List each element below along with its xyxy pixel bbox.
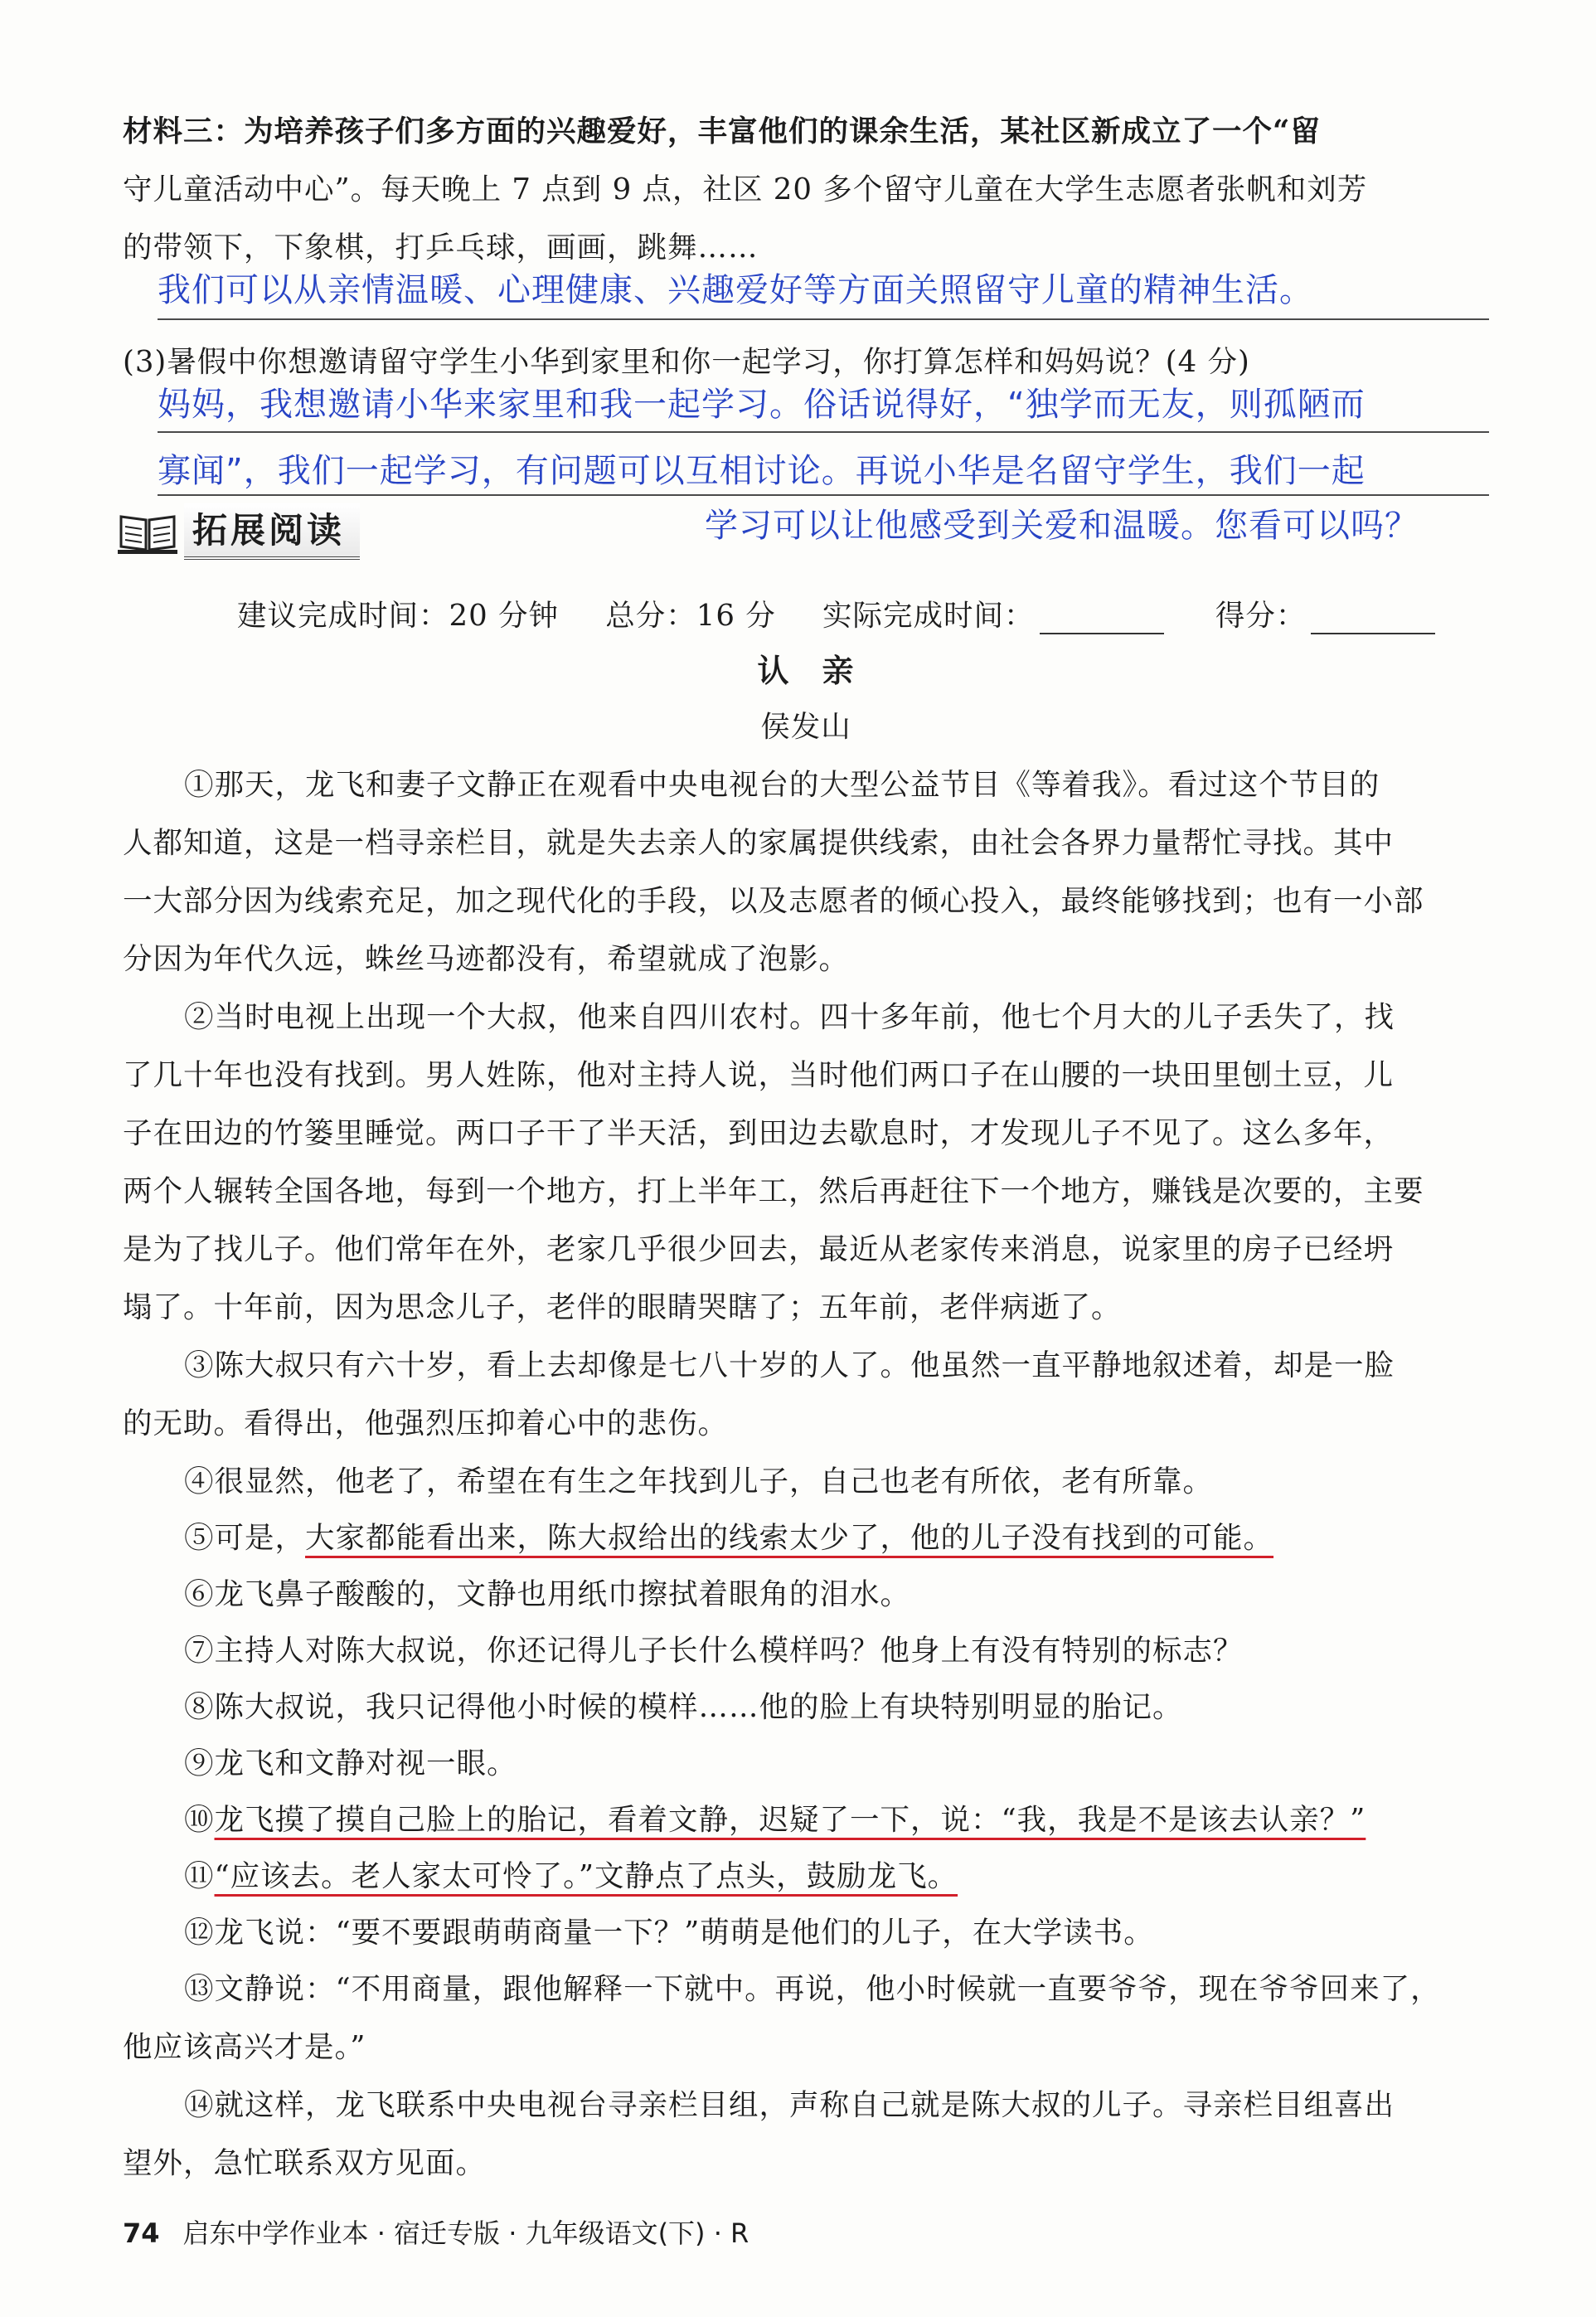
open-book-icon bbox=[118, 508, 177, 555]
p1-line-4: 分因为年代久远，蛛丝马迹都没有，希望就成了泡影。 bbox=[123, 942, 850, 976]
q3-answer-line-1: 妈妈，我想邀请小华来家里和我一起学习。俗话说得好，“独学而无友，则孤陋而 bbox=[158, 386, 1366, 424]
p12: ⑫龙飞说：“要不要跟萌萌商量一下？”萌萌是他们的儿子，在大学读书。 bbox=[184, 1916, 1154, 1950]
p14-line-2: 望外，急忙联系双方见面。 bbox=[123, 2146, 487, 2180]
total-score: 总分：16 分 bbox=[605, 599, 776, 633]
p6: ⑥龙飞鼻子酸酸的，文静也用纸巾擦拭着眼角的泪水。 bbox=[184, 1577, 911, 1611]
p2-line-2: 了几十年也没有找到。男人姓陈，他对主持人说，当时他们两口子在山腰的一块田里刨土豆，儿 bbox=[123, 1058, 1395, 1092]
p1-line-1: ①那天，龙飞和妻子文静正在观看中央电视台的大型公益节目《等着我》。看过这个节目的 bbox=[184, 768, 1380, 802]
p2-line-3: 子在田边的竹篓里睡觉。两口子干了半天活，到田边去歇息时，才发现儿子不见了。这么多年， bbox=[123, 1116, 1395, 1150]
p2-line-4: 两个人辗转全国各地，每到一个地方，打上半年工，然后再赶往下一个地方，赚钱是次要的，主要 bbox=[123, 1174, 1424, 1208]
p2-line-5: 是为了找儿子。他们常年在外，老家几乎很少回去，最近从老家传来消息，说家里的房子已经坍 bbox=[123, 1232, 1395, 1266]
p2-line-1: ②当时电视上出现一个大叔，他来自四川农村。四十多年前，他七个月大的儿子丢失了，找 bbox=[184, 1000, 1395, 1034]
q3-answer-line-2: 寡闻”，我们一起学习，有问题可以互相讨论。再说小华是名留守学生，我们一起 bbox=[158, 452, 1366, 490]
p5-red-underline: 大家都能看出来，陈大叔给出的线索太少了，他的儿子没有找到的可能。 bbox=[305, 1521, 1274, 1555]
p13-line-2: 他应该高兴才是。” bbox=[123, 2030, 366, 2064]
p14-line-1: ⑭就这样，龙飞联系中央电视台寻亲栏目组，声称自己就是陈大叔的儿子。寻亲栏目组喜出 bbox=[184, 2088, 1395, 2122]
p9: ⑨龙飞和文静对视一眼。 bbox=[184, 1746, 517, 1780]
page-number: 74 bbox=[123, 2217, 160, 2249]
q3-answer-line-3: 学习可以让他感受到关爱和温暖。您看可以吗？ bbox=[705, 507, 1419, 545]
score-label: 得分： bbox=[1215, 599, 1307, 633]
article-author: 侯发山 bbox=[760, 710, 851, 744]
page-footer bbox=[123, 2213, 749, 2251]
answer-rule-2 bbox=[158, 431, 1489, 433]
time-score-line bbox=[237, 592, 1596, 634]
actual-time-blank[interactable] bbox=[1040, 606, 1164, 634]
book-title: 启东中学作业本 · 宿迁专版 · 九年级语文(下) · R bbox=[182, 2217, 749, 2249]
p13-line-1: ⑬文静说：“不用商量，跟他解释一下就中。再说，他小时候就一直要爷爷，现在爷爷回来了， bbox=[184, 1972, 1441, 2006]
answer-rule-3 bbox=[158, 494, 1489, 496]
p4: ④很显然，他老了，希望在有生之年找到儿子，自己也老有所依，老有所靠。 bbox=[184, 1465, 1214, 1499]
p11: ⑪“应该去。老人家太可怜了。”文静点了点头，鼓励龙飞。 bbox=[184, 1859, 958, 1893]
material3-line-1: 材料三：为培养孩子们多方面的兴趣爱好，丰富他们的课余生活，某社区新成立了一个“留 bbox=[123, 114, 1321, 148]
p3-line-1: ③陈大叔只有六十岁，看上去却像是七八十岁的人了。他虽然一直平静地叙述着，却是一脸 bbox=[184, 1348, 1395, 1382]
p5: ⑤可是，大家都能看出来，陈大叔给出的线索太少了，他的儿子没有找到的可能。 bbox=[184, 1521, 1274, 1555]
p2-line-6: 塌了。十年前，因为思念儿子，老伴的眼睛哭瞎了；五年前，老伴病逝了。 bbox=[123, 1290, 1122, 1324]
p10: ⑩龙飞摸了摸自己脸上的胎记，看着文静，迟疑了一下，说：“我，我是不是该去认亲？” bbox=[184, 1803, 1366, 1837]
material3-handwritten-answer: 我们可以从亲情温暖、心理健康、兴趣爱好等方面关照留守儿童的精神生活。 bbox=[158, 271, 1313, 309]
score-blank[interactable] bbox=[1311, 606, 1435, 634]
p1-line-2: 人都知道，这是一档寻亲栏目，就是失去亲人的家属提供线索，由社会各界力量帮忙寻找。其中 bbox=[123, 826, 1395, 860]
p3-line-2: 的无助。看得出，他强烈压抑着心中的悲伤。 bbox=[123, 1406, 729, 1440]
suggested-time: 建议完成时间：20 分钟 bbox=[237, 599, 559, 633]
extension-section-title: 拓展阅读 bbox=[184, 503, 360, 560]
p10-red-underline: 龙飞摸了摸自己脸上的胎记，看着文静，迟疑了一下，说：“我，我是不是该去认亲？” bbox=[214, 1803, 1366, 1837]
p11-red-underline: “应该去。老人家太可怜了。”文静点了点头，鼓励龙飞。 bbox=[214, 1859, 958, 1893]
p8: ⑧陈大叔说，我只记得他小时候的模样……他的脸上有块特别明显的胎记。 bbox=[184, 1690, 1183, 1724]
p1-line-3: 一大部分因为线索充足，加之现代化的手段，以及志愿者的倾心投入，最终能够找到；也有一小部 bbox=[123, 884, 1424, 918]
material3-line-3: 的带领下，下象棋，打乒乓球，画画，跳舞…… bbox=[123, 231, 759, 265]
actual-time-label: 实际完成时间： bbox=[822, 599, 1035, 633]
answer-rule-1 bbox=[158, 318, 1489, 320]
material3-line-2: 守儿童活动中心”。每天晚上 7 点到 9 点，社区 20 多个留守儿童在大学生志愿者张帆和刘芳 bbox=[123, 172, 1368, 206]
p7: ⑦主持人对陈大叔说，你还记得儿子长什么模样吗？他身上有没有特别的标志？ bbox=[184, 1634, 1244, 1668]
q3-question: (3)暑假中你想邀请留守学生小华到家里和你一起学习，你打算怎样和妈妈说？(4 分) bbox=[123, 345, 1250, 379]
article-title: 认 亲 bbox=[757, 652, 855, 689]
extension-section-header bbox=[118, 504, 360, 559]
